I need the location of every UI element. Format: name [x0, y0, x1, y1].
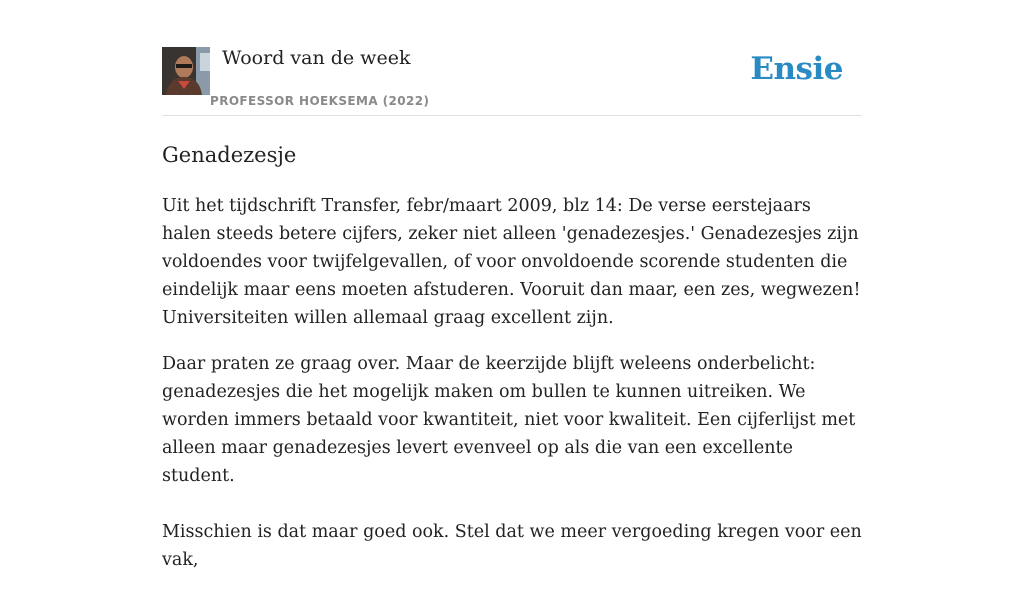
- paragraph-3: Misschien is dat maar goed ook. Stel dat we meer vergoeding kregen voor een vak,: [162, 522, 862, 570]
- article-header: [162, 0, 862, 116]
- author-byline[interactable]: PROFESSOR HOEKSEMA (2022): [210, 94, 430, 108]
- avatar-portrait-icon: [162, 47, 210, 95]
- article-body: [162, 192, 862, 592]
- author-avatar[interactable]: [162, 47, 210, 95]
- section-title[interactable]: Woord van de week: [222, 47, 411, 69]
- ensie-logo[interactable]: Ensie: [750, 51, 843, 87]
- article-page: [162, 0, 862, 570]
- paragraph-2: Daar praten ze graag over. Maar de keerzijde blijft weleens onderbelicht: genadezesjes die het mogelijk maken om bullen te kunnen uitreiken. We worden immers betaald voor kwantiteit, niet voor kwaliteit. Een cijferlijst met alleen maar genadezesjes levert evenveel op als die van een excellente student.: [162, 354, 856, 486]
- paragraph-1: Uit het tijdschrift Transfer, febr/maart 2009, blz 14: De verse eerstejaars halen steeds betere cijfers, zeker niet alleen 'genadezesjes.' Genadezesjes zijn voldoendes voor twijfelgevallen, of voor onvoldoende scorende studenten die eindelijk maar eens moeten afstuderen. Vooruit dan maar, een zes, wegwezen! Universiteiten willen allemaal graag excellent zijn.: [162, 196, 861, 328]
- word-title: Genadezesje: [162, 143, 297, 167]
